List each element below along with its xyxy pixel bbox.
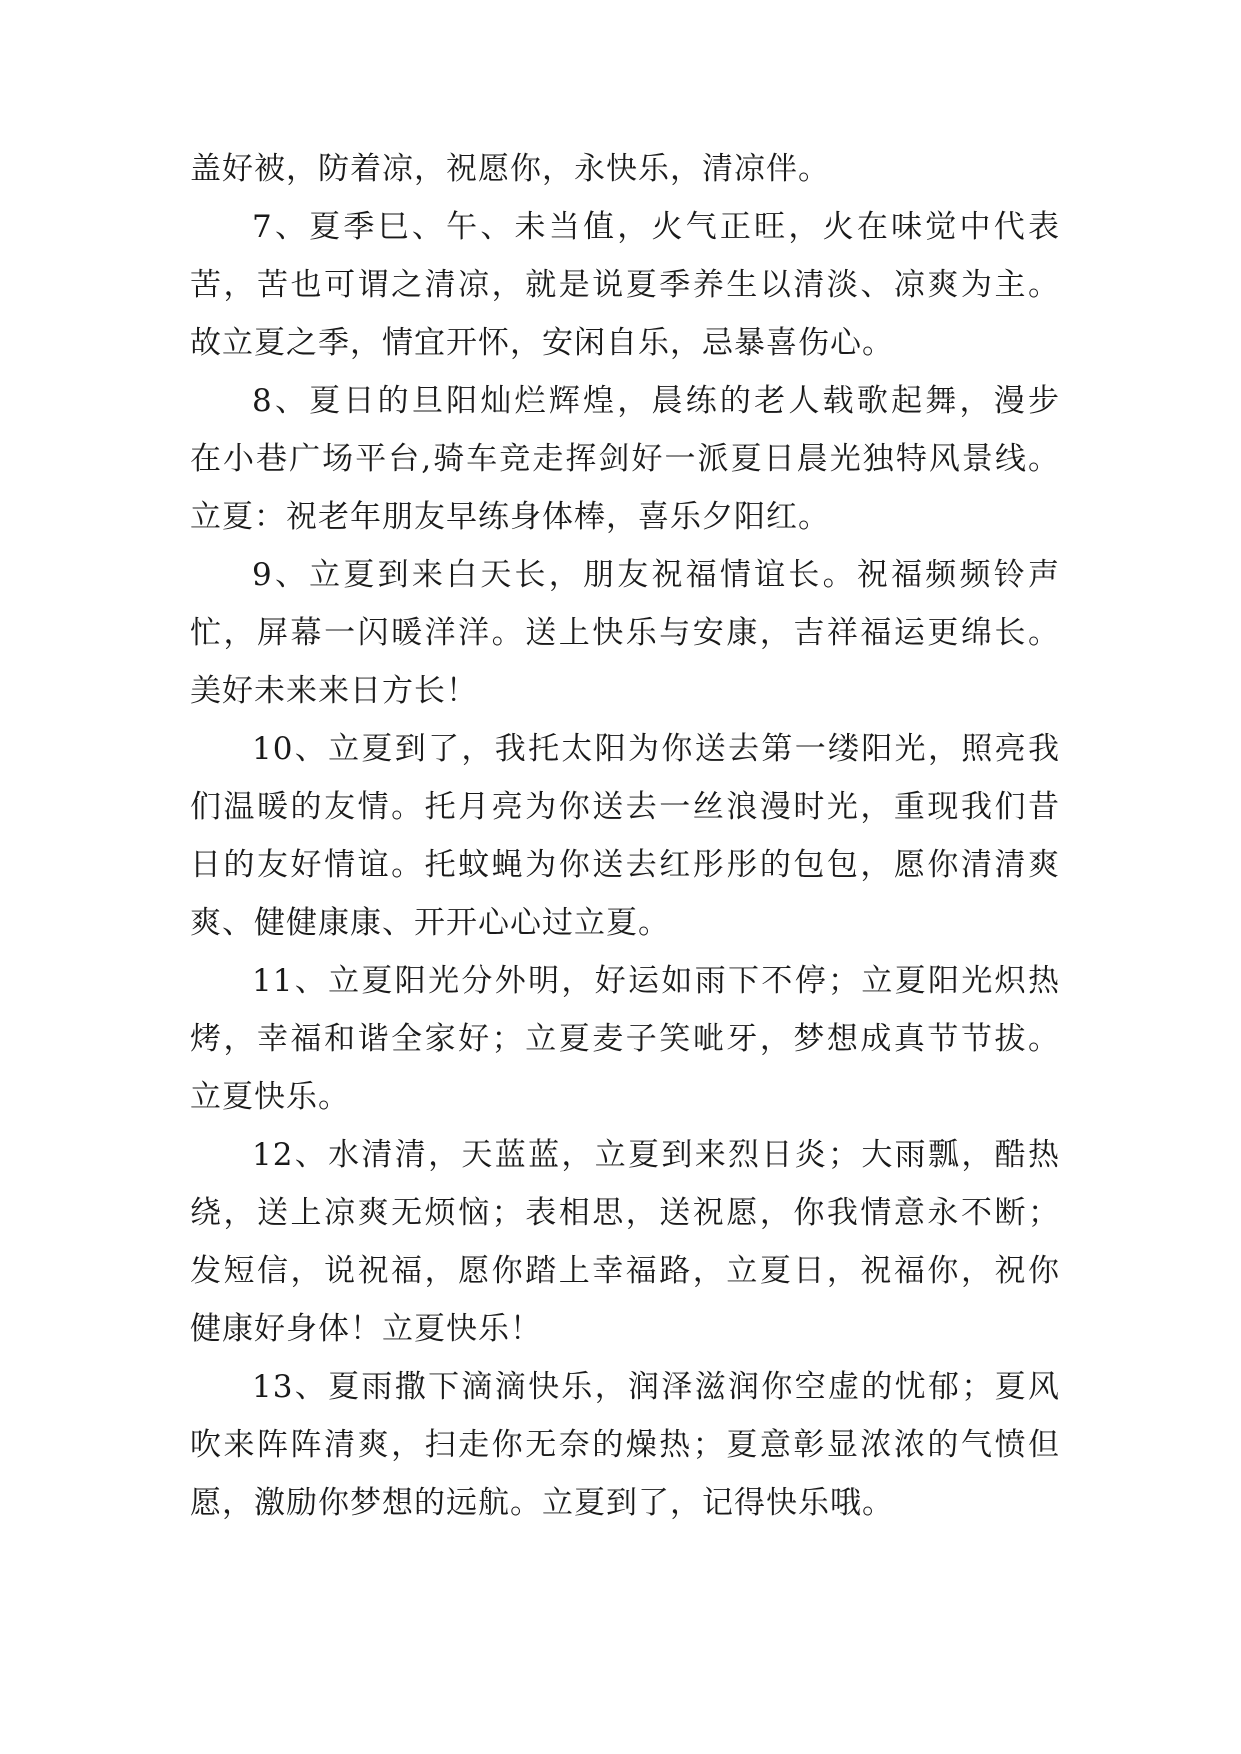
text-line: 烤，幸福和谐全家好；立夏麦子笑呲牙，梦想成真节节拔。 [190,1021,1060,1057]
paragraph-7-line-1: 7、夏季巳、午、未当值，火气正旺，火在味觉中代表 [252,209,1060,245]
paragraph-11-line-1: 11、立夏阳光分外明，好运如雨下不停；立夏阳光炽热 [252,963,1060,999]
text-line: 立夏：祝老年朋友早练身体棒，喜乐夕阳红。 [190,499,830,535]
text-line: 故立夏之季，情宜开怀，安闲自乐，忌暴喜伤心。 [190,325,894,361]
text-line: 绕，送上凉爽无烦恼；表相思，送祝愿，你我情意永不断； [190,1195,1060,1231]
paragraph-9-line-1: 9、立夏到来白天长，朋友祝福情谊长。祝福频频铃声 [252,557,1060,593]
text-line: 盖好被，防着凉，祝愿你，永快乐，清凉伴。 [190,151,830,187]
text-line: 愿，激励你梦想的远航。立夏到了，记得快乐哦。 [190,1485,894,1521]
text-line: 爽、健健康康、开开心心过立夏。 [190,905,670,941]
text-line: 美好未来来日方长！ [190,673,478,709]
text-line: 苦，苦也可谓之清凉，就是说夏季养生以清淡、凉爽为主。 [190,267,1060,303]
text-line: 健康好身体！立夏快乐！ [190,1311,542,1347]
text-line: 们温暖的友情。托月亮为你送去一丝浪漫时光，重现我们昔 [190,789,1060,825]
text-line: 发短信，说祝福，愿你踏上幸福路，立夏日，祝福你，祝你 [190,1253,1060,1289]
text-line: 立夏快乐。 [190,1079,350,1115]
paragraph-10-line-1: 10、立夏到了，我托太阳为你送去第一缕阳光，照亮我 [252,731,1060,767]
paragraph-12-line-1: 12、水清清，天蓝蓝，立夏到来烈日炎；大雨瓢，酷热 [252,1137,1060,1173]
paragraph-8-line-1: 8、夏日的旦阳灿烂辉煌，晨练的老人载歌起舞，漫步 [252,383,1060,419]
text-line: 吹来阵阵清爽，扫走你无奈的燥热；夏意彰显浓浓的气愤但 [190,1427,1060,1463]
text-line: 忙，屏幕一闪暖洋洋。送上快乐与安康，吉祥福运更绵长。 [190,615,1060,651]
paragraph-13-line-1: 13、夏雨撒下滴滴快乐，润泽滋润你空虚的忧郁；夏风 [252,1369,1060,1405]
text-line: 日的友好情谊。托蚊蝇为你送去红彤彤的包包，愿你清清爽 [190,847,1060,883]
text-line: 在小巷广场平台,骑车竞走挥剑好一派夏日晨光独特风景线。 [190,441,1060,477]
